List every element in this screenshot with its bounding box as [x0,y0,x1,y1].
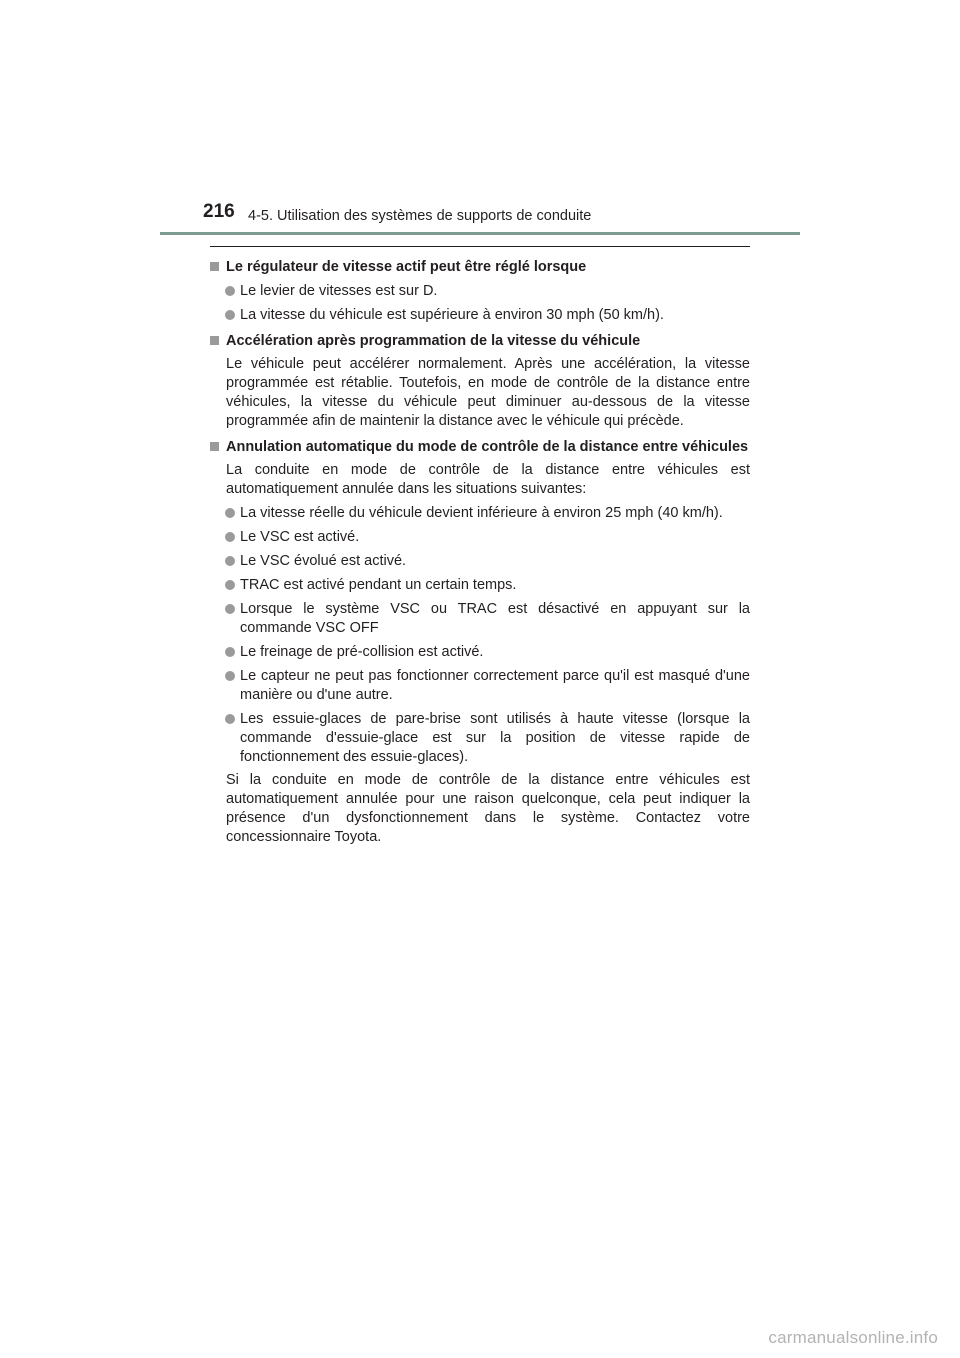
circle-bullet-icon [225,580,235,590]
circle-bullet-icon [225,647,235,657]
section-heading-text: Accélération après programmation de la vitesse du véhicule [226,333,641,349]
section-title: 4-5. Utilisation des systèmes de supports de conduite [248,208,592,224]
section-heading [210,332,750,351]
body-paragraph: Le véhicule peut accélérer normalement. Après une accélération, la vitesse programmée est rétablie. Toutefois, en mode de contrôle de la distance entre véhicules, la vitesse du véhicule peut diminuer au-dessous de la vitesse programmée afin de maintenir la distance avec le véhicule qui précède. [226,356,750,429]
circle-bullet-icon [225,556,235,566]
circle-bullet-icon [225,286,235,296]
list-item-text: Le levier de vitesses est sur D. [240,283,438,299]
list-item-text: La vitesse du véhicule est supérieure à environ 30 mph (50 km/h). [240,307,664,323]
page-number: 216 [203,201,235,222]
circle-bullet-icon [225,310,235,320]
list-item-text: Le VSC évolué est activé. [240,553,407,569]
square-bullet-icon [210,336,219,345]
page-content [210,252,750,847]
section-heading [210,438,750,457]
circle-bullet-icon [225,508,235,518]
content-top-rule [210,246,750,247]
list-item [210,600,750,638]
circle-bullet-icon [225,532,235,542]
list-item-text: Le VSC est activé. [240,529,360,545]
watermark: carmanualsonline.info [768,1328,938,1347]
list-item [210,667,750,705]
list-item [210,576,750,595]
list-item [210,552,750,571]
list-item-text: Le freinage de pré-collision est activé. [240,644,484,660]
list-item-text: Les essuie-glaces de pare-brise sont utilisés à haute vitesse (lorsque la commande d'essuie-glace est sur la position de vitesse rapide de fonctionnement des essuie-glaces). [240,711,750,765]
list-item [210,643,750,662]
section-heading-text: Annulation automatique du mode de contrôle de la distance entre véhicules [226,439,749,455]
list-item [210,306,750,325]
list-item-text: Lorsque le système VSC ou TRAC est désactivé en appuyant sur la commande VSC OFF [240,601,750,636]
list-item-text: Le capteur ne peut pas fonctionner correctement parce qu'il est masqué d'une manière ou d'une autre. [240,668,750,703]
circle-bullet-icon [225,604,235,614]
body-paragraph: La conduite en mode de contrôle de la distance entre véhicules est automatiquement annulée dans les situations suivantes: [226,462,750,497]
closing-paragraph: Si la conduite en mode de contrôle de la distance entre véhicules est automatiquement annulée pour une raison quelconque, cela peut indiquer la présence d'un dysfonctionnement dans le système. Contactez votre concessionnaire Toyota. [226,772,750,845]
circle-bullet-icon [225,714,235,724]
list-item-text: TRAC est activé pendant un certain temps. [240,577,517,593]
header-rule [160,232,800,235]
square-bullet-icon [210,442,219,451]
list-item [210,710,750,767]
list-item [210,282,750,301]
list-item-text: La vitesse réelle du véhicule devient inférieure à environ 25 mph (40 km/h). [240,505,723,521]
list-item [210,528,750,547]
list-item [210,504,750,523]
section-heading-text: Le régulateur de vitesse actif peut être réglé lorsque [226,259,587,275]
square-bullet-icon [210,262,219,271]
circle-bullet-icon [225,671,235,681]
section-heading [210,258,750,277]
